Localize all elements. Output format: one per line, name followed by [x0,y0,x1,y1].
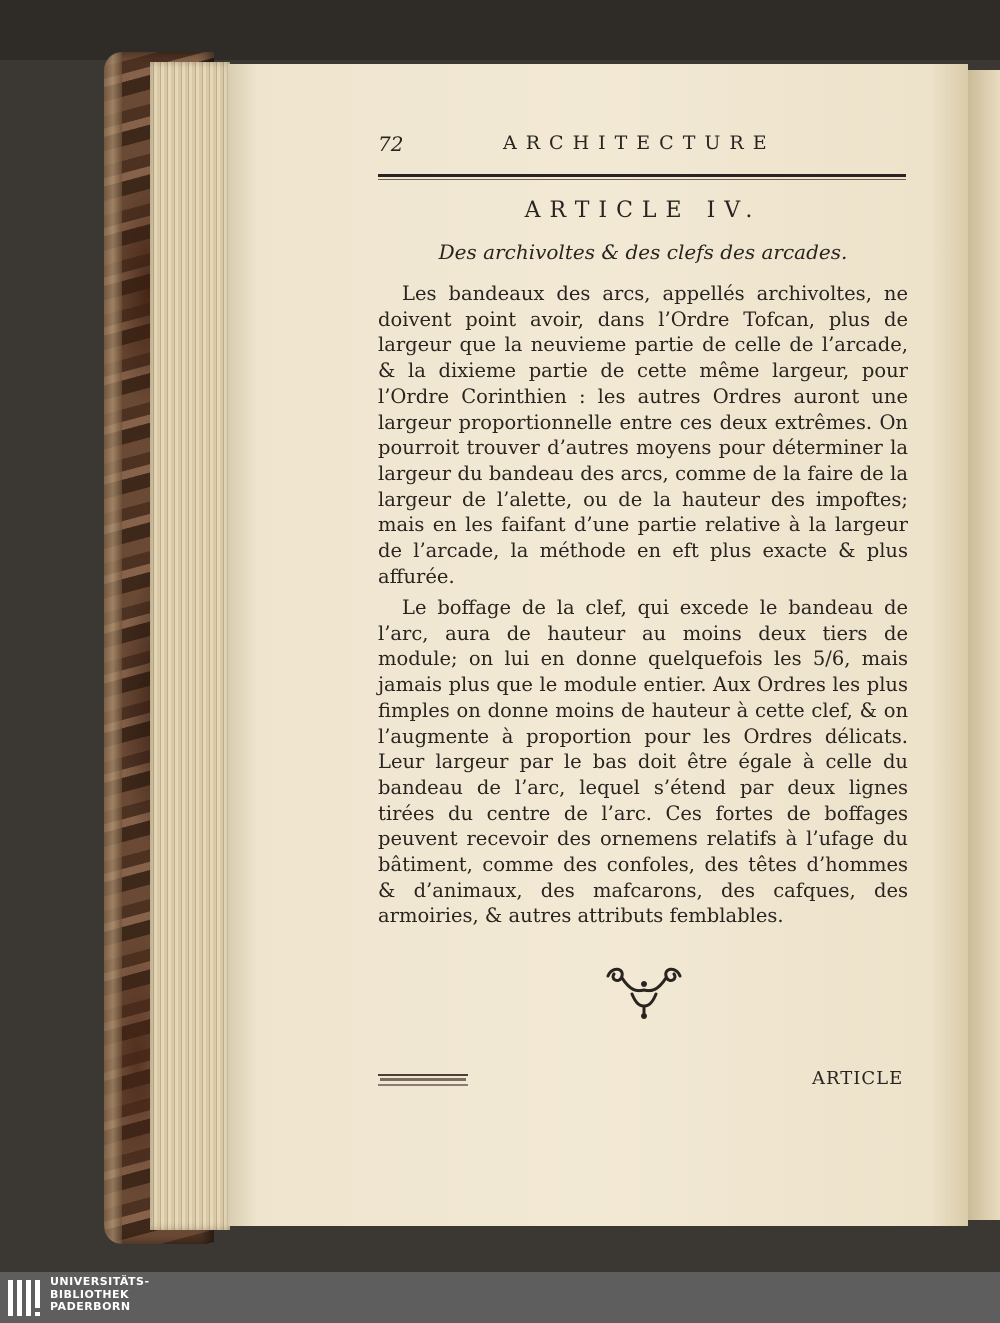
page-block [150,62,230,1230]
page-number: 72 [378,132,404,156]
printer-ornament-bar-icon [378,1072,470,1092]
book-spine-edge [104,52,122,1244]
library-name-line-1: UNIVERSITÄTS- [50,1275,150,1288]
library-name [50,1276,150,1314]
paragraph-1: Les bandeaux des arcs, appellés archivoltes, ne doivent point avoir, dans l’Ordre Tofcan, plus de largeur que la neuvieme partie de celle de l’arcade, & la dixieme partie de cette même largeur, pour l’Ordre Corinthien : les autres Ordres auront une largeur proportionnelle entre ces deux extrêmes. On pourroit trouver d’autres moyens pour déterminer la largeur du bandeau des arcs, comme de la faire de la largeur de l’alette, ou de la hauteur des impoftes; mais en les faifant d’une partie relative à la largeur de l’arcade, la méthode en eft plus exacte & plus affurée. [378,282,908,588]
library-logo-icon [6,1276,42,1320]
catchword: ARTICLE [812,1068,904,1089]
paragraph-2: Le boffage de la clef, qui excede le bandeau de l’arc, aura de hauteur au moins deux tiers de module; on lui en donne quelquefois les 5/6, mais jamais plus que le module entier. Aux Ordres les plus fimples on donne moins de hauteur à cette clef, & on l’augmente à proportion pour les Ordres délicats. Leur largeur par le bas doit être égale à celle du bandeau de l’arc, lequel s’étend par deux lignes tirées du centre de l’arc. Ces fortes de boffages peuvent recevoir des ornemens relatifs à l’ufage du bâtiment, comme des confoles, des têtes d’hommes & d’animaux, des mafcarons, des cafques, des armoiries, & autres attributs femblables. [378,596,908,928]
article-title: ARTICLE IV. [524,198,762,223]
scan-background [0,0,1000,60]
library-name-line-3: PADERBORN [50,1300,131,1313]
header-rule [378,174,906,177]
running-head: ARCHITECTURE [503,132,776,154]
header-rule-thin [378,179,906,180]
article-subtitle: Des archivoltes & des clefs des arcades. [438,240,848,264]
library-name-line-2: BIBLIOTHEK [50,1287,130,1301]
facing-page-edge [966,70,1000,1220]
fleuron-ornament-icon [602,964,686,1020]
library-footer-bar [0,1272,1000,1323]
